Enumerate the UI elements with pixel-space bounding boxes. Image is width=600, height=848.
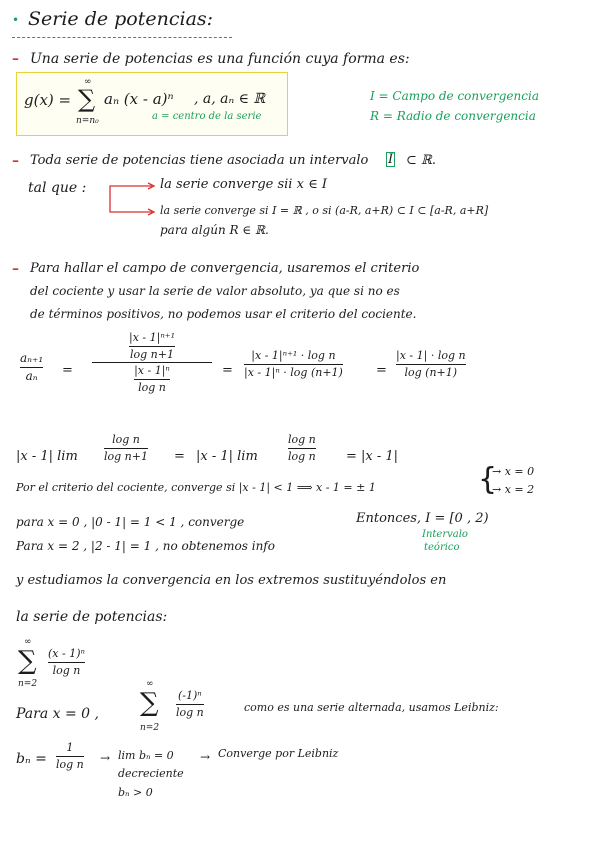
defn-bullet: – (12, 51, 19, 67)
limit-frac-2 (288, 434, 316, 462)
leibniz-arrow: → (100, 751, 111, 765)
para-line-3: de términos positivos, no podemos usar el criterio del cociente. (30, 307, 417, 321)
formula-lhs: g(x) = (24, 91, 72, 109)
note-teorico: teórico (424, 542, 460, 553)
leibniz-lhs: bₙ = (16, 751, 47, 767)
legend-I: I = Campo de convergencia (370, 89, 539, 103)
ratio-big-den (134, 365, 170, 393)
series-top: ∞ (24, 637, 32, 647)
mid-den: |x - 1|ⁿ · log (n+1) (244, 365, 343, 379)
para-line-2: del cociente y usar la serie de valor absoluto, ya que si no es (30, 284, 400, 298)
interval-tail: ⊂ ℝ. (406, 153, 436, 168)
leibniz-den: log n (56, 757, 84, 771)
ratio-eq3: = (376, 363, 387, 378)
case-x0: para x = 0 , |0 - 1| = 1 < 1 , converge (16, 515, 245, 529)
big-den-num: |x - 1|ⁿ (134, 364, 170, 378)
big-num-num: |x - 1|ⁿ⁺¹ (129, 331, 175, 344)
title-bullet: • (12, 13, 20, 27)
ratio-lhs-num: aₙ₊₁ (20, 351, 44, 365)
leibniz-frac (56, 742, 84, 770)
para0-den: log n (176, 705, 204, 719)
series-num: (x - 1)ⁿ (48, 647, 85, 660)
limit-lhs: |x - 1| lim (16, 449, 78, 464)
limit-rhs: = |x - 1| (346, 449, 399, 464)
leibniz-num: 1 (66, 741, 74, 754)
para0-label: Para x = 0 , (16, 706, 99, 722)
ratio-result (396, 350, 466, 378)
ratio-lhs-den: aₙ (25, 368, 38, 383)
formula-cond: , a, aₙ ∈ ℝ (194, 91, 266, 107)
res-den: log (n+1) (404, 365, 458, 379)
criterio-brace: { (478, 462, 498, 497)
defn-text: Una serie de potencias es una función cuya forma es: (30, 51, 410, 67)
page-title: Serie de potencias: (28, 8, 214, 30)
limit-frac2-den: log n (288, 449, 316, 463)
entonces: Entonces, I = [0 , 2) (356, 511, 489, 526)
ratio-eq2: = (222, 363, 233, 378)
para-line-1: Para hallar el campo de convergencia, usaremos el criterio (30, 261, 420, 276)
leibniz-arrow-2: → (200, 750, 211, 764)
note-intervalo: Intervalo (422, 529, 468, 540)
limit-eq: = (174, 449, 185, 464)
option-2: la serie converge si I = ℝ , o si (a-R, a+R) ⊂ I ⊂ [a-R, a+R] (160, 204, 489, 217)
series-bottom: n=2 (18, 679, 38, 689)
para-bullet: – (12, 261, 19, 277)
case-x2: Para x = 2 , |2 - 1| = 1 , no obtenemos info (16, 539, 275, 553)
big-num-den: log n+1 (130, 347, 174, 361)
ratio-eq: = (62, 363, 73, 378)
estudio-line-1: y estudiamos la convergencia en los extremos sustituyéndolos en (16, 573, 447, 588)
sum-symbol: ∑ (78, 85, 96, 113)
para0-frac (176, 690, 204, 718)
limit-frac1-num: log n (112, 433, 140, 446)
para0-bottom: n=2 (140, 723, 160, 733)
big-den-den: log n (138, 380, 166, 394)
center-note: a = centro de la serie (152, 111, 262, 122)
sum-bottom: n=n₀ (76, 116, 99, 126)
leibniz-decreciente: decreciente (118, 767, 184, 780)
formula-term: aₙ (x - a)ⁿ (104, 90, 174, 108)
interval-text: Toda serie de potencias tiene asociada un intervalo (30, 153, 369, 168)
ratio-mid (244, 350, 343, 378)
series-den: log n (52, 663, 81, 677)
ratio-lhs (20, 352, 43, 382)
limit-frac-1 (104, 434, 148, 462)
para0-sum: ∑ (140, 688, 159, 718)
interval-box-I: I (388, 152, 394, 167)
para0-num: (-1)ⁿ (178, 689, 202, 702)
legend-R: R = Radio de convergencia (370, 109, 536, 123)
ratio-big-num (129, 332, 175, 360)
sum-top: ∞ (84, 77, 92, 87)
para0-top: ∞ (146, 679, 154, 689)
series-sum: ∑ (18, 646, 37, 676)
criterio-text: Por el criterio del cociente, converge si |x - 1| < 1 ⟹ x - 1 = ± 1 (16, 481, 376, 494)
limit-frac2-num: log n (288, 433, 316, 446)
option-1: la serie converge sii x ∈ I (160, 177, 327, 192)
limit-frac1-den: log n+1 (104, 449, 148, 463)
para0-comment: como es una serie alternada, usamos Leibniz: (244, 701, 499, 714)
criterio-case-1: → x = 0 (492, 465, 535, 478)
limit-mid: |x - 1| lim (196, 449, 258, 464)
tal-que: tal que : (28, 180, 87, 196)
leibniz-conclusion: Converge por Leibniz (218, 747, 339, 760)
leibniz-positive: bₙ > 0 (118, 786, 153, 799)
branch-arrows (108, 180, 156, 220)
mid-num: |x - 1|ⁿ⁺¹ · log n (251, 349, 336, 362)
ratio-big-frac (92, 332, 212, 393)
interval-bullet: – (12, 153, 19, 169)
estudio-line-2: la serie de potencias: (16, 609, 168, 625)
series-frac (48, 648, 85, 676)
title-underline (12, 37, 232, 38)
res-num: |x - 1| · log n (396, 349, 466, 362)
criterio-case-2: → x = 2 (492, 483, 535, 496)
leibniz-lim: lim bₙ = 0 (118, 749, 174, 762)
option-2-cont: para algún R ∈ ℝ. (160, 223, 269, 237)
